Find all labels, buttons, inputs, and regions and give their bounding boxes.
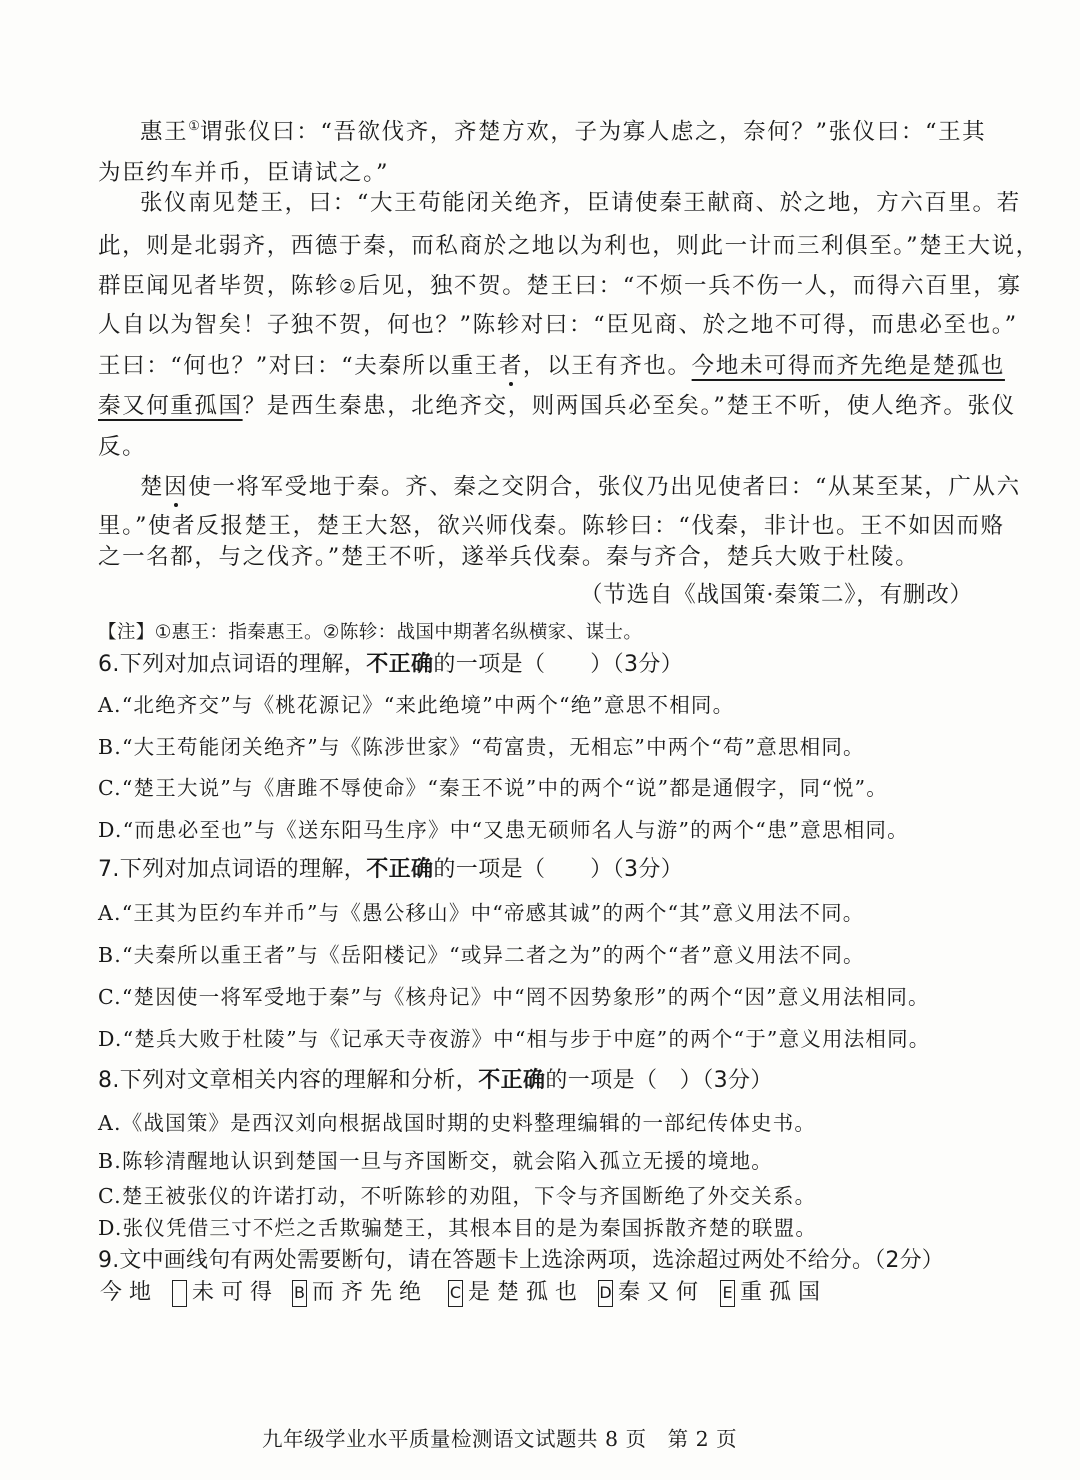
passage-source: （节选自《战国策·秦策二》，有删改） xyxy=(580,582,973,608)
passage-text: 使一将军受地于秦。齐、秦之交阴合，张仪乃出见使者曰：“从某至某，广从六 xyxy=(188,474,1021,500)
q7-option-a: A.“王其为臣约车并币”与《愚公移山》中“帝感其诚”的两个“其”意义用法不同。 xyxy=(98,901,865,925)
passage-line-11: 里。”使者反报楚王，楚王大怒，欲兴师伐秦。陈轸曰：“伐秦，非计也。王不如因而赂 xyxy=(98,513,1005,539)
q7-stem-text: 的一项是（ ）（3分） xyxy=(433,857,684,882)
q7-option-d: D.“楚兵大败于杜陵”与《记承天寺夜游》中“相与步于中庭”的两个“于”意义用法相同。 xyxy=(98,1027,931,1051)
q6-stem xyxy=(98,650,683,680)
q9-sentence-segment: 秦 又 何 xyxy=(618,1280,698,1305)
q8-option-b: B.陈轸清醒地认识到楚国一旦与齐国断交，就会陷入孤立无援的境地。 xyxy=(98,1149,773,1173)
footnote-marker: ① xyxy=(188,119,200,134)
passage-line-1 xyxy=(140,112,986,147)
q9-option-c[interactable]: C xyxy=(448,1280,463,1307)
q8-option-a: A.《战国策》是西汉刘向根据战国时期的史料整理编辑的一部纪传体史书。 xyxy=(98,1111,817,1135)
footnote-marker: ② xyxy=(339,276,358,298)
q6-option-c: C.“楚王大说”与《唐雎不辱使命》“秦王不说”中的两个“说”都是通假字，同“悦”。 xyxy=(98,776,889,800)
passage-line-10 xyxy=(140,472,1021,502)
underlined-sentence: 今地未可得而齐先绝是楚孤也 xyxy=(691,353,1005,379)
q8-stem-text: 的一项是（ ）（3分） xyxy=(545,1068,773,1093)
passage-line-7 xyxy=(98,351,1005,381)
q6-stem-text: 的一项是（ ）（3分） xyxy=(433,652,684,677)
q8-option-d: D.张仪凭借三寸不烂之舌欺骗楚王，其根本目的是为秦国拆散齐楚的联盟。 xyxy=(98,1216,818,1240)
q8-stem xyxy=(98,1066,773,1096)
q7-stem-emphasis: 不正确 xyxy=(366,857,434,882)
q6-option-b: B.“大王苟能闭关绝齐”与《陈涉世家》“苟富贵，无相忘”中两个“苟”意思相同。 xyxy=(98,735,865,759)
passage-text: 王曰：“何也？”对曰：“夫秦所以重王 xyxy=(98,353,499,379)
q8-stem-emphasis: 不正确 xyxy=(478,1068,546,1093)
passage-text: 楚 xyxy=(140,474,165,500)
q6-option-d: D.“而患必至也”与《送东阳马生序》中“又患无硕师名人与游”的两个“患”意思相同。 xyxy=(98,818,909,842)
passage-line-2: 为臣约车并币，臣请试之。” xyxy=(98,160,390,186)
dotted-word: 者 xyxy=(498,353,523,379)
q9-option-blank[interactable] xyxy=(172,1280,187,1307)
q9-option-e[interactable]: E xyxy=(720,1280,735,1307)
q9-stem: 9.文中画线句有两处需要断句，请在答题卡上选涂两项，选涂超过两处不给分。（2分） xyxy=(98,1248,944,1273)
passage-text: ？是西生秦患，北绝齐交，则两国兵必至矣。”楚王不听，使人绝齐。张仪 xyxy=(242,393,1016,419)
passage-line-4: 此，则是北弱齐，西德于秦，而私商於之地以为利也，则此一计而三利俱至。”楚王大说， xyxy=(98,233,1040,259)
passage-text: 后见，独不贺。楚王曰：“不烦一兵不伤一人，而得六百里，寡 xyxy=(357,273,1022,299)
passage-text: 谓张仪曰：“吾欲伐齐，齐楚方欢，子为寡人虑之，奈何？”张仪曰：“王其 xyxy=(199,119,987,145)
q6-stem-emphasis: 不正确 xyxy=(366,652,434,677)
q9-sentence-segment: 而 齐 先 绝 xyxy=(312,1280,421,1305)
passage-line-9: 反。 xyxy=(98,434,147,460)
passage-text: ，以王有齐也。 xyxy=(522,353,692,379)
q6-stem-text: 6.下列对加点词语的理解， xyxy=(98,652,367,677)
q8-stem-text: 8.下列对文章相关内容的理解和分析， xyxy=(98,1068,479,1093)
passage-line-12: 之一名都，与之伐齐。”楚王不听，遂举兵伐秦。秦与齐合，楚兵大败于杜陵。 xyxy=(98,544,920,570)
q7-stem xyxy=(98,855,683,885)
passage-text: 群臣闻见者毕贺，陈轸 xyxy=(98,273,340,299)
q7-option-c: C.“楚因使一将军受地于秦”与《核舟记》中“罔不因势象形”的两个“因”意义用法相同。 xyxy=(98,985,930,1009)
passage-line-5 xyxy=(98,271,1021,302)
passage-note: 【注】①惠王：指秦惠王。②陈轸：战国中期著名纵横家、谋士。 xyxy=(98,622,643,643)
dotted-word: 因 xyxy=(164,474,189,500)
q9-sentence-segment: 是 楚 孤 也 xyxy=(468,1280,577,1305)
q7-stem-text: 7.下列对加点词语的理解， xyxy=(98,857,367,882)
q9-sentence-segment: 今 地 xyxy=(100,1280,151,1305)
page-footer: 九年级学业水平质量检测语文试题共 8 页 第 2 页 xyxy=(262,1427,738,1451)
q9-sentence-segment: 重 孤 国 xyxy=(740,1280,820,1305)
passage-line-8 xyxy=(98,391,1016,421)
passage-line-3: 张仪南见楚王，曰：“大王苟能闭关绝齐，臣请使秦王献商、於之地，方六百里。若 xyxy=(140,190,1021,216)
q6-option-a: A.“北绝齐交”与《桃花源记》“来此绝境”中两个“绝”意思不相同。 xyxy=(98,693,735,717)
q7-option-b: B.“夫秦所以重王者”与《岳阳楼记》“或异二者之为”的两个“者”意义用法不同。 xyxy=(98,943,865,967)
passage-line-6: 人自以为智矣！子独不贺，何也？”陈轸对曰：“臣见商、於之地不可得，而患必至也。” xyxy=(98,312,1018,338)
underlined-sentence: 秦又何重孤国 xyxy=(98,393,243,419)
passage-text: 惠王 xyxy=(140,119,189,145)
q9-option-d[interactable]: D xyxy=(598,1280,613,1307)
q9-option-b[interactable]: B xyxy=(292,1280,307,1307)
q8-option-c: C.楚王被张仪的许诺打动，不听陈轸的劝阻，下令与齐国断绝了外交关系。 xyxy=(98,1184,817,1208)
q9-sentence-segment: 未 可 得 xyxy=(192,1280,272,1305)
